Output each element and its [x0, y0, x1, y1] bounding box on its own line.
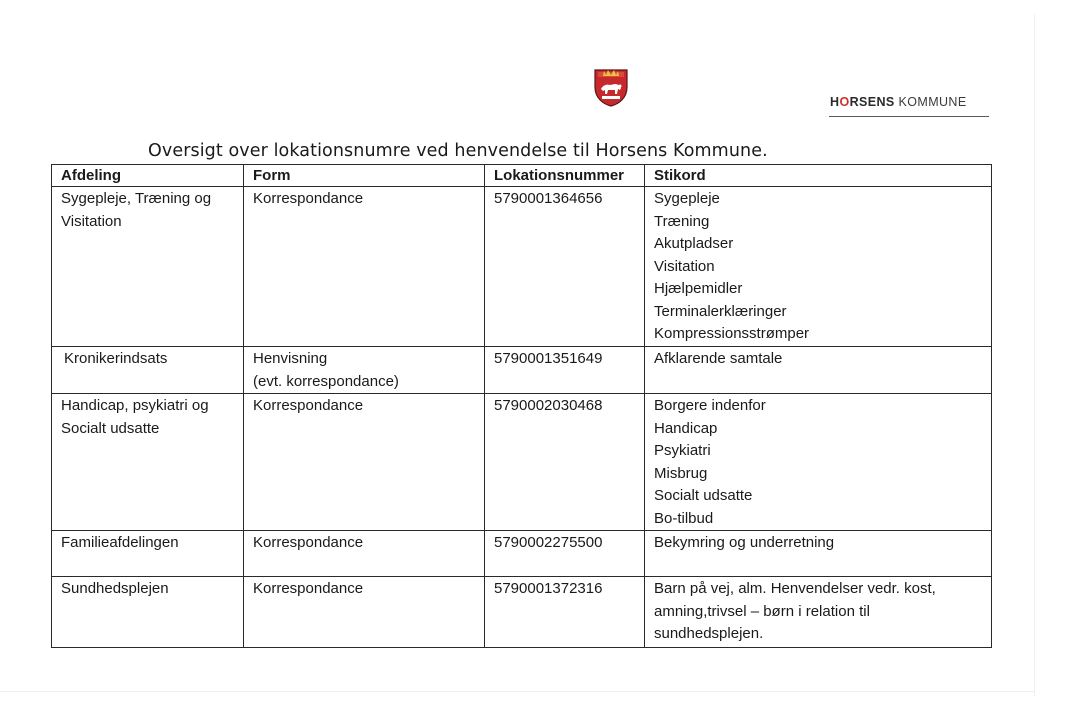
horsens-coat-of-arms-icon: [593, 67, 629, 107]
cell-afdeling: [52, 577, 244, 648]
scan-edge: [1034, 14, 1035, 696]
keyword: Socialt udsatte: [654, 487, 753, 504]
cell-form: [244, 187, 485, 347]
cell-text: Socialt udsatte: [61, 419, 160, 437]
cell-text: (evt. korrespondance): [253, 372, 399, 390]
brand-text: RSENS: [849, 95, 895, 109]
keyword: sundhedsplejen.: [654, 625, 764, 642]
keyword: Hjælpemidler: [654, 280, 743, 297]
cell-text: Kronikerindsats: [64, 350, 168, 367]
cell-form: [244, 531, 485, 577]
cell-stikord: [645, 347, 992, 394]
cell-stikord: [645, 577, 992, 648]
cell-text: 5790001372316: [494, 580, 603, 597]
keyword: Misbrug: [654, 464, 708, 482]
keyword: Afklarende samtale: [654, 350, 783, 367]
cell-afdeling: [52, 187, 244, 347]
brand-text-accent: O: [839, 95, 850, 109]
keyword: Barn på vej, alm. Henvendelser vedr. kost,: [654, 580, 936, 597]
brand-text: H: [830, 95, 840, 109]
cell-text: 5790001364656: [494, 190, 603, 207]
keyword: Borgere indenfor: [654, 397, 766, 414]
cell-lokationsnummer: [485, 347, 645, 394]
table-row: [52, 531, 992, 577]
cell-text: Visitation: [61, 212, 122, 230]
table-row: [52, 394, 992, 531]
cell-text: 5790002275500: [494, 534, 603, 551]
keyword: Visitation: [654, 257, 715, 275]
cell-afdeling: [52, 394, 244, 531]
cell-text: 5790001351649: [494, 350, 603, 367]
keyword: Akutpladser: [654, 235, 734, 252]
brand-text-kommune: KOMMUNE: [898, 95, 967, 109]
cell-lokationsnummer: [485, 531, 645, 577]
column-header-form: Form: [244, 165, 485, 187]
cell-text: Korrespondance: [253, 190, 364, 207]
cell-text: Handicap, psykiatri og: [61, 397, 209, 414]
cell-form: [244, 347, 485, 394]
cell-text: Korrespondance: [253, 580, 364, 597]
keyword: Terminalerklæringer: [654, 302, 787, 320]
keyword: Sygepleje: [654, 190, 720, 207]
keyword: Bo-tilbud: [654, 509, 714, 527]
table-row: [52, 577, 992, 648]
cell-lokationsnummer: [485, 577, 645, 648]
cell-text: Korrespondance: [253, 397, 364, 414]
keyword: Handicap: [654, 419, 718, 437]
cell-text: Familieafdelingen: [61, 534, 179, 551]
keyword: Træning: [654, 212, 710, 230]
cell-lokationsnummer: [485, 394, 645, 531]
column-header-afdeling: Afdeling: [52, 165, 244, 187]
keyword: amning,trivsel – børn i relation til: [654, 602, 870, 620]
cell-text: Henvisning: [253, 350, 328, 367]
table-row: [52, 347, 992, 394]
cell-stikord: [645, 394, 992, 531]
scan-edge: [0, 691, 1035, 692]
cell-lokationsnummer: [485, 187, 645, 347]
brand-logo: [830, 95, 967, 109]
cell-text: Sygepleje, Træning og: [61, 190, 212, 207]
keyword: Psykiatri: [654, 442, 711, 459]
column-header-stikord: Stikord: [645, 165, 992, 187]
page-title: Oversigt over lokationsnumre ved henvendelse til Horsens Kommune.: [148, 141, 768, 161]
column-header-lokationsnummer: Lokationsnummer: [485, 165, 645, 187]
cell-form: [244, 394, 485, 531]
location-numbers-table: [51, 164, 992, 648]
cell-text: Sundhedsplejen: [61, 580, 169, 597]
cell-form: [244, 577, 485, 648]
table-row: [52, 187, 992, 347]
cell-afdeling: [52, 347, 244, 394]
cell-afdeling: [52, 531, 244, 577]
keyword: Bekymring og underretning: [654, 534, 835, 551]
keyword: Kompressionsstrømper: [654, 325, 810, 342]
brand-divider: [829, 116, 989, 117]
cell-text: 5790002030468: [494, 397, 603, 414]
cell-stikord: [645, 187, 992, 347]
cell-text: Korrespondance: [253, 534, 364, 551]
table-header-row: [52, 165, 992, 187]
cell-stikord: [645, 531, 992, 577]
